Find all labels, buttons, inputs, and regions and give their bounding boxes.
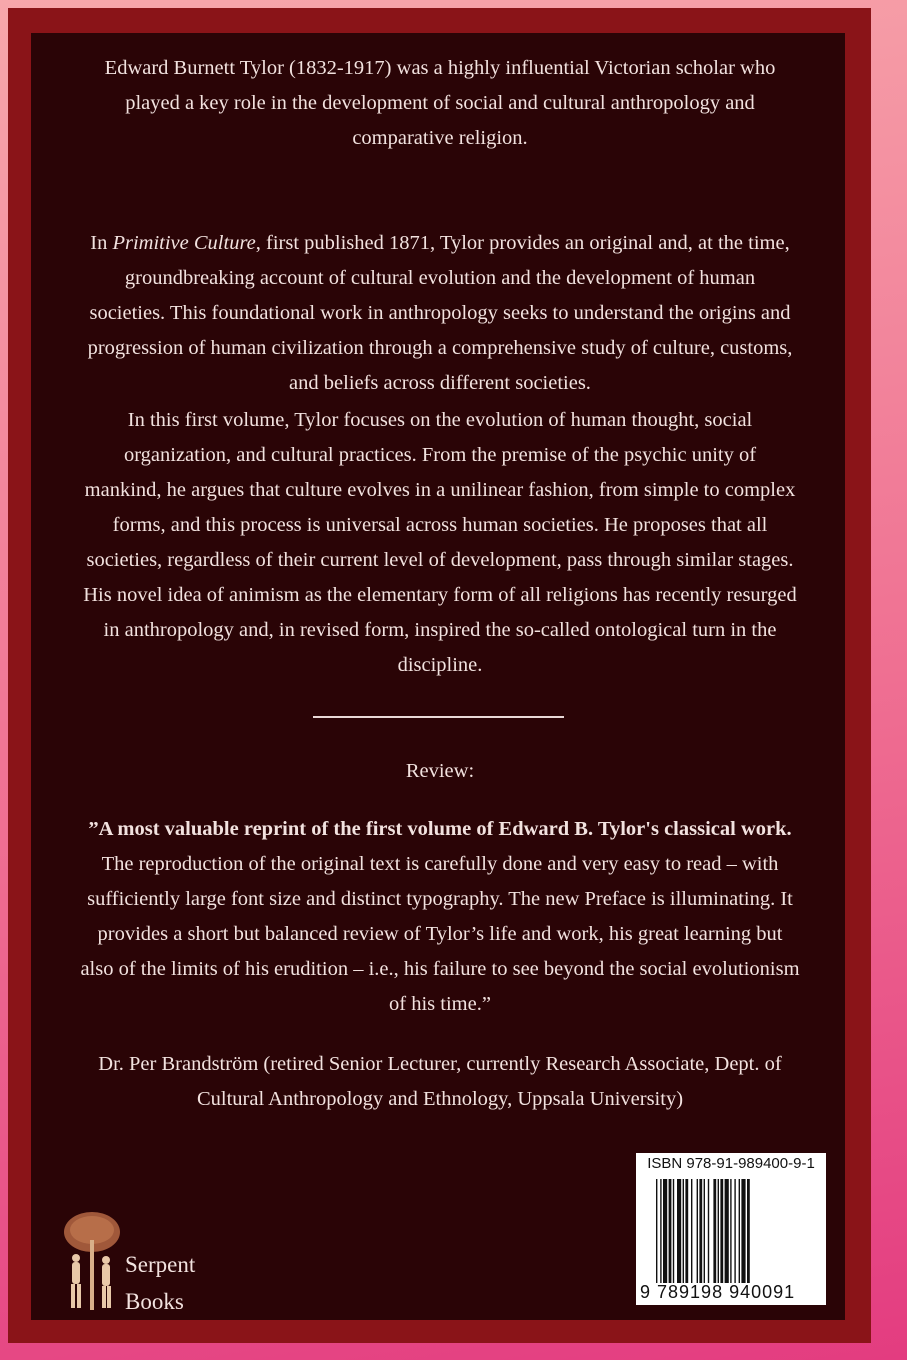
text-line: and beliefs across different societies. xyxy=(289,372,591,394)
review-attribution xyxy=(40,1047,840,1117)
barcode-bars xyxy=(656,1179,804,1283)
description-paragraph xyxy=(40,226,840,401)
barcode-bar xyxy=(708,1179,709,1283)
barcode-bar xyxy=(660,1179,661,1283)
text-line: played a key role in the development of social and cultural anthropology and xyxy=(125,92,755,114)
text-line: societies, regardless of their current level of development, pass through similar stages. xyxy=(86,549,794,571)
text-line: discipline. xyxy=(397,654,483,676)
publisher-line: Books xyxy=(125,1289,184,1314)
text-line: Dr. Per Brandström (retired Senior Lecturer, currently Research Associate, Dept. of xyxy=(98,1053,782,1075)
text-line: The reproduction of the original text is carefully done and very easy to read – with xyxy=(101,853,779,875)
text-line: organization, and cultural practices. From the premise of the psychic unity of xyxy=(123,444,757,466)
text-line: in anthropology and, in revised form, inspired the so-called ontological turn in the xyxy=(103,619,777,641)
text: In xyxy=(90,232,113,254)
barcode-bar xyxy=(685,1179,688,1283)
isbn-barcode xyxy=(636,1153,826,1305)
divider xyxy=(313,716,564,718)
barcode-bar xyxy=(730,1179,731,1283)
barcode-bar xyxy=(720,1179,723,1283)
text-line: In this first volume, Tylor focuses on the evolution of human thought, social xyxy=(127,409,753,431)
text-line: Edward Burnett Tylor (1832-1917) was a highly influential Victorian scholar who xyxy=(104,57,776,79)
review-label: Review: xyxy=(405,760,475,782)
text-line: provides a short but balanced review of Tylor’s life and work, his great learning but xyxy=(97,923,783,945)
publisher-name xyxy=(125,1246,195,1320)
text-line: groundbreaking account of cultural evolution and the development of human xyxy=(124,267,756,289)
text-line: sufficiently large font size and distinct typography. The new Preface is illuminating. It xyxy=(87,888,793,910)
text-line: also of the limits of his erudition – i.e., his failure to see beyond the social evolutionism xyxy=(80,958,800,980)
barcode-bar xyxy=(683,1179,684,1283)
barcode-digits: 9 789198 940091 xyxy=(640,1282,796,1302)
quote-headline: ”A most valuable reprint of the first volume of Edward B. Tylor's classical work. xyxy=(88,818,792,840)
intro-paragraph xyxy=(40,51,840,156)
barcode-bar xyxy=(699,1179,702,1283)
text-line: forms, and this process is universal across human societies. He proposes that all xyxy=(112,514,768,536)
publisher-line: Serpent xyxy=(125,1252,196,1277)
barcode-bar xyxy=(718,1179,719,1283)
barcode-bar xyxy=(741,1179,745,1283)
barcode-bar xyxy=(697,1179,698,1283)
barcode-bar xyxy=(673,1179,674,1283)
barcode-bar xyxy=(734,1179,735,1283)
text-line: Cultural Anthropology and Ethnology, Uppsala University) xyxy=(196,1088,684,1110)
barcode-bar xyxy=(677,1179,681,1283)
barcode-bar xyxy=(739,1179,740,1283)
isbn-text: ISBN 978-91-989400-9-1 xyxy=(647,1155,815,1172)
text-line: comparative religion. xyxy=(352,127,528,149)
volume-paragraph xyxy=(40,403,840,683)
text-line xyxy=(40,226,840,261)
text: , first published 1871, Tylor provides an original and, at the time, xyxy=(255,232,790,254)
barcode-bar xyxy=(704,1179,705,1283)
text-line: progression of human civilization through a comprehensive study of culture, customs, xyxy=(87,337,793,359)
barcode-bar xyxy=(663,1179,667,1283)
barcode-bar xyxy=(669,1179,672,1283)
text-line: His novel idea of animism as the elementary form of all religions has recently resurged xyxy=(83,584,797,606)
book-title: Primitive Culture xyxy=(112,232,256,254)
text-line: societies. This foundational work in anthropology seeks to understand the origins and xyxy=(89,302,791,324)
text-line: mankind, he argues that culture evolves in a unilinear fashion, from simple to complex xyxy=(84,479,796,501)
review-quote xyxy=(40,812,840,1022)
barcode-bar xyxy=(656,1179,657,1283)
barcode-bar xyxy=(691,1179,692,1283)
barcode-bar xyxy=(713,1179,716,1283)
text-line: of his time.” xyxy=(389,993,491,1015)
barcode-bar xyxy=(725,1179,729,1283)
barcode-bar xyxy=(747,1179,750,1283)
serpent-tree-logo-icon xyxy=(62,1210,122,1314)
